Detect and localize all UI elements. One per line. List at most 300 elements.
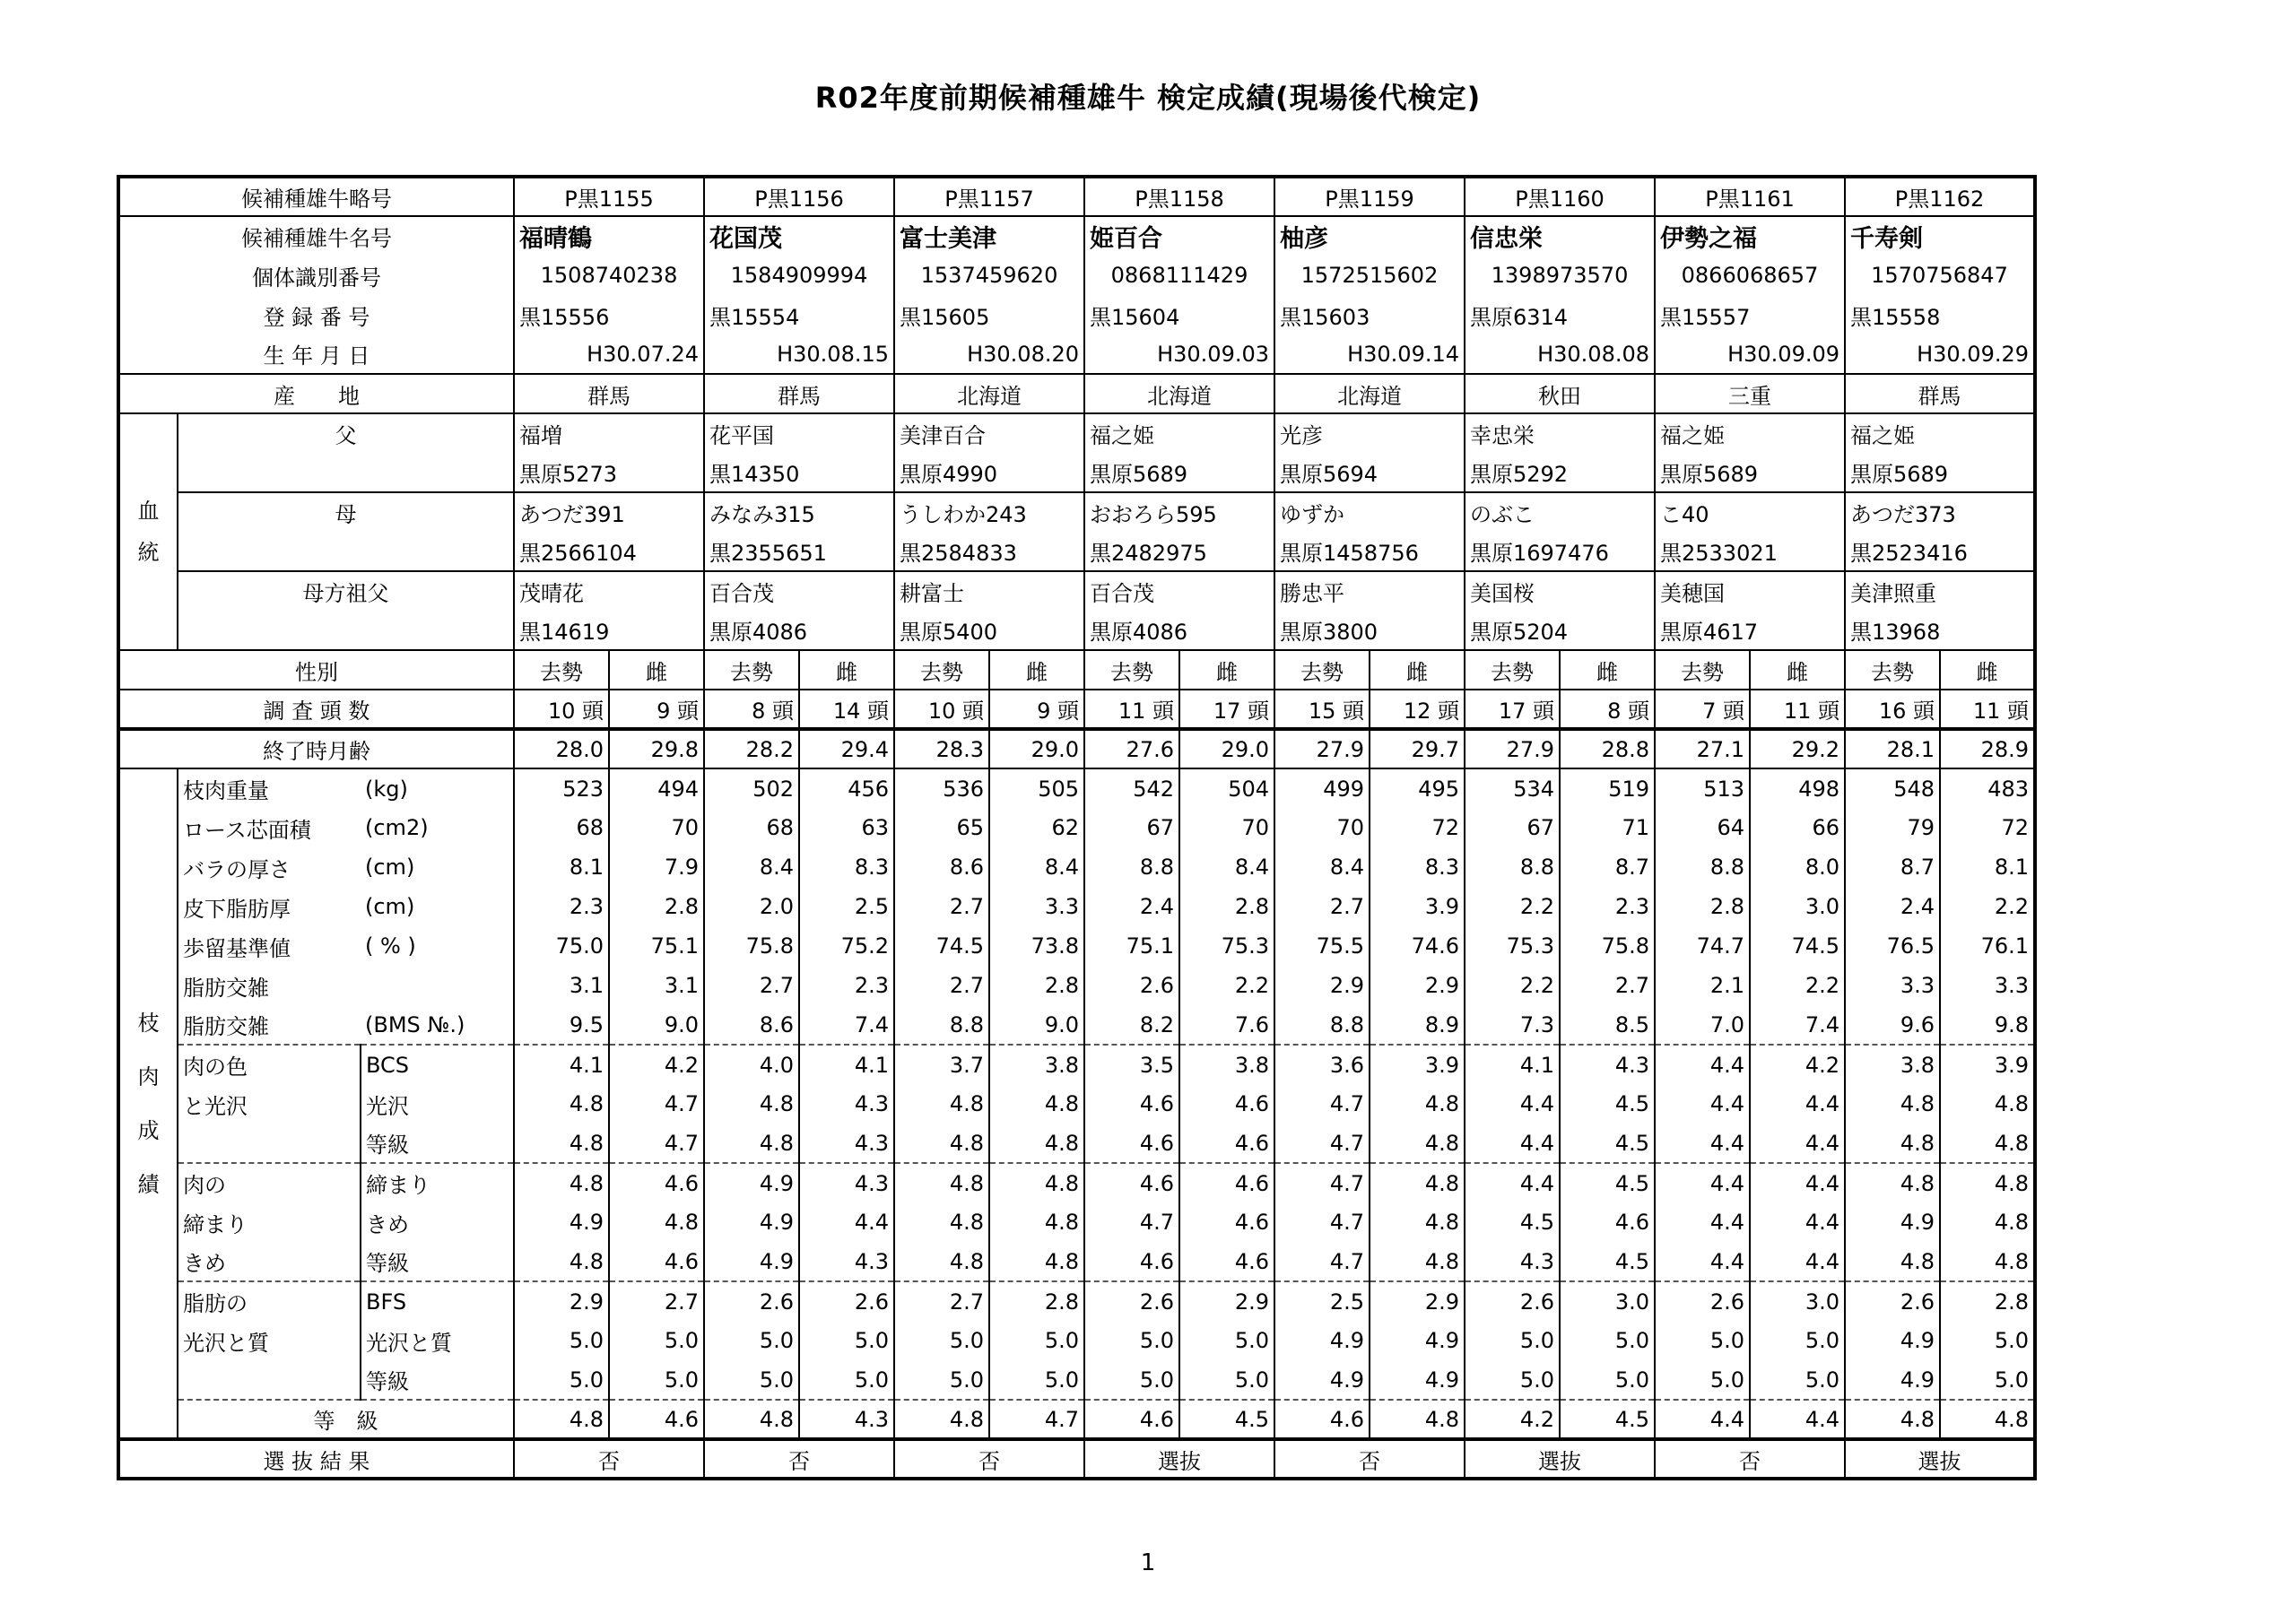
bull-code-cell: P黒1162 bbox=[1845, 177, 2035, 216]
bull-birth-cell: H30.08.08 bbox=[1465, 334, 1655, 374]
female-marb-cell: 2.9 bbox=[1370, 966, 1465, 1005]
castrated-luster-cell: 4.6 bbox=[1084, 1084, 1179, 1124]
castrated-yield-cell: 75.0 bbox=[514, 926, 609, 966]
label-name: 候補種雄牛名号 bbox=[118, 216, 514, 256]
bull-father-cell: 光彦 bbox=[1274, 413, 1465, 453]
castrated-rib-cell: 8.8 bbox=[1655, 847, 1750, 887]
label-blank bbox=[178, 1124, 361, 1163]
bull-grandsire_reg-cell: 黒原4617 bbox=[1655, 611, 1845, 650]
female-yield-cell: 73.8 bbox=[989, 926, 1084, 966]
castrated-bfs-cell: 2.6 bbox=[1845, 1281, 1940, 1321]
castrated-bcs-cell: 4.0 bbox=[704, 1045, 799, 1084]
female-bcs-cell: 4.3 bbox=[1560, 1045, 1655, 1084]
bull-grandsire_reg-cell: 黒原5400 bbox=[894, 611, 1084, 650]
castrated-heads-cell: 16 頭 bbox=[1845, 690, 1940, 729]
female-age-cell: 29.2 bbox=[1750, 729, 1845, 768]
bull-code-cell: P黒1160 bbox=[1465, 177, 1655, 216]
castrated-label: 去勢 bbox=[514, 650, 609, 690]
castrated-bcs-cell: 4.1 bbox=[514, 1045, 609, 1084]
table-row bbox=[118, 926, 2035, 966]
female-marb-cell: 2.7 bbox=[1560, 966, 1655, 1005]
female-label: 雌 bbox=[1750, 650, 1845, 690]
table-row bbox=[118, 1439, 2035, 1479]
castrated-ribeye-cell: 67 bbox=[1084, 808, 1179, 847]
female-heads-cell: 14 頭 bbox=[799, 690, 894, 729]
female-texture-cell: 4.6 bbox=[1179, 1202, 1274, 1242]
female-luster-cell: 4.7 bbox=[609, 1084, 704, 1124]
unit-rib_eye: (cm2) bbox=[361, 808, 514, 847]
label-luster: 光沢 bbox=[361, 1084, 514, 1124]
bull-id-cell: 0866068657 bbox=[1655, 256, 1845, 295]
castrated-rib-cell: 8.1 bbox=[514, 847, 609, 887]
bull-name-cell: 柚彦 bbox=[1274, 216, 1465, 256]
female-fat_luster-cell: 5.0 bbox=[1940, 1321, 2035, 1360]
castrated-subfat-cell: 2.7 bbox=[894, 887, 989, 926]
bull-reg-cell: 黒15603 bbox=[1274, 295, 1465, 334]
female-bcs-cell: 3.8 bbox=[989, 1045, 1084, 1084]
bull-father-cell: 幸忠栄 bbox=[1465, 413, 1655, 453]
castrated-bms-cell: 8.6 bbox=[704, 1005, 799, 1045]
castrated-fat_luster-cell: 5.0 bbox=[1655, 1321, 1750, 1360]
castrated-luster-cell: 4.4 bbox=[1465, 1084, 1560, 1124]
castrated-bms-cell: 7.3 bbox=[1465, 1005, 1560, 1045]
female-ribeye-cell: 72 bbox=[1370, 808, 1465, 847]
castrated-marb-cell: 2.6 bbox=[1084, 966, 1179, 1005]
castrated-firm-cell: 4.8 bbox=[894, 1163, 989, 1202]
female-firm-cell: 4.8 bbox=[1940, 1163, 2035, 1202]
castrated-age-cell: 27.9 bbox=[1465, 729, 1560, 768]
castrated-bms-cell: 8.8 bbox=[894, 1005, 989, 1045]
female-overall-cell: 4.5 bbox=[1560, 1400, 1655, 1439]
castrated-label: 去勢 bbox=[1274, 650, 1370, 690]
evaluation-table bbox=[117, 175, 2037, 1480]
castrated-heads-cell: 11 頭 bbox=[1084, 690, 1179, 729]
table-row bbox=[118, 1045, 2035, 1084]
bull-grandsire_reg-cell: 黒原5204 bbox=[1465, 611, 1655, 650]
castrated-bms-cell: 8.8 bbox=[1274, 1005, 1370, 1045]
label-firmness_1: 肉の bbox=[178, 1163, 361, 1202]
female-luster-cell: 4.3 bbox=[799, 1084, 894, 1124]
castrated-texture-cell: 4.7 bbox=[1084, 1202, 1179, 1242]
castrated-overall-cell: 4.8 bbox=[894, 1400, 989, 1439]
label-overall-grade: 等 級 bbox=[178, 1400, 514, 1439]
female-color_grade-cell: 4.8 bbox=[989, 1124, 1084, 1163]
castrated-bms-cell: 7.0 bbox=[1655, 1005, 1750, 1045]
table-row bbox=[118, 1400, 2035, 1439]
castrated-fat_grade-cell: 5.0 bbox=[704, 1360, 799, 1400]
castrated-rib-cell: 8.4 bbox=[704, 847, 799, 887]
female-yield-cell: 75.8 bbox=[1560, 926, 1655, 966]
bull-id-cell: 1572515602 bbox=[1274, 256, 1465, 295]
label-selection: 選 抜 結 果 bbox=[118, 1439, 514, 1479]
female-fat_luster-cell: 5.0 bbox=[799, 1321, 894, 1360]
bull-origin-cell: 群馬 bbox=[1845, 374, 2035, 413]
castrated-ribeye-cell: 79 bbox=[1845, 808, 1940, 847]
female-texture-cell: 4.8 bbox=[989, 1202, 1084, 1242]
female-luster-cell: 4.8 bbox=[1940, 1084, 2035, 1124]
female-yield-cell: 75.2 bbox=[799, 926, 894, 966]
castrated-rib-cell: 8.8 bbox=[1465, 847, 1560, 887]
bull-name-cell: 千寿剣 bbox=[1845, 216, 2035, 256]
bull-code-cell: P黒1161 bbox=[1655, 177, 1845, 216]
castrated-subfat-cell: 2.0 bbox=[704, 887, 799, 926]
label-grade: 等級 bbox=[361, 1360, 514, 1400]
table-row bbox=[118, 492, 2035, 532]
female-label: 雌 bbox=[799, 650, 894, 690]
table-row bbox=[118, 256, 2035, 295]
castrated-age-cell: 27.6 bbox=[1084, 729, 1179, 768]
castrated-firm_grade-cell: 4.8 bbox=[514, 1242, 609, 1281]
bull-birth-cell: H30.09.29 bbox=[1845, 334, 2035, 374]
castrated-firm_grade-cell: 4.6 bbox=[1084, 1242, 1179, 1281]
page-number: 1 bbox=[1140, 1549, 1156, 1576]
bull-father-cell: 花平国 bbox=[704, 413, 894, 453]
label-carcass_weight: 枝肉重量 bbox=[178, 768, 361, 808]
female-rib-cell: 8.4 bbox=[1179, 847, 1274, 887]
female-overall-cell: 4.5 bbox=[1179, 1400, 1274, 1439]
castrated-heads-cell: 8 頭 bbox=[704, 690, 799, 729]
castrated-fat_grade-cell: 4.9 bbox=[1274, 1360, 1370, 1400]
castrated-age-cell: 28.1 bbox=[1845, 729, 1940, 768]
female-yield-cell: 74.6 bbox=[1370, 926, 1465, 966]
castrated-yield-cell: 75.8 bbox=[704, 926, 799, 966]
female-subfat-cell: 3.3 bbox=[989, 887, 1084, 926]
table-row bbox=[118, 216, 2035, 256]
castrated-fat_luster-cell: 5.0 bbox=[1084, 1321, 1179, 1360]
label-fat_2: 光沢と質 bbox=[178, 1321, 361, 1360]
castrated-firm_grade-cell: 4.7 bbox=[1274, 1242, 1370, 1281]
bull-father-cell: 福増 bbox=[514, 413, 704, 453]
female-texture-cell: 4.4 bbox=[1750, 1202, 1845, 1242]
female-texture-cell: 4.8 bbox=[609, 1202, 704, 1242]
castrated-luster-cell: 4.4 bbox=[1655, 1084, 1750, 1124]
castrated-label: 去勢 bbox=[1084, 650, 1179, 690]
female-marb-cell: 2.2 bbox=[1179, 966, 1274, 1005]
bull-mother-cell: のぶこ bbox=[1465, 492, 1655, 532]
table-row bbox=[118, 1360, 2035, 1400]
label-subcut_fat: 皮下脂肪厚 bbox=[183, 896, 291, 922]
female-firm-cell: 4.6 bbox=[609, 1163, 704, 1202]
female-label: 雌 bbox=[989, 650, 1084, 690]
unit-carcass_weight: (kg) bbox=[361, 768, 514, 808]
label-end-age: 終了時月齢 bbox=[118, 729, 514, 768]
female-firm_grade-cell: 4.3 bbox=[799, 1242, 894, 1281]
castrated-marb-cell: 2.7 bbox=[704, 966, 799, 1005]
female-bfs-cell: 2.7 bbox=[609, 1281, 704, 1321]
female-bfs-cell: 3.0 bbox=[1750, 1281, 1845, 1321]
female-subfat-cell: 3.0 bbox=[1750, 887, 1845, 926]
female-ribeye-cell: 66 bbox=[1750, 808, 1845, 847]
castrated-texture-cell: 4.9 bbox=[1845, 1202, 1940, 1242]
table-row bbox=[118, 650, 2035, 690]
bull-father-cell: 福之姫 bbox=[1084, 413, 1274, 453]
female-subfat-cell: 2.8 bbox=[1179, 887, 1274, 926]
female-heads-cell: 11 頭 bbox=[1940, 690, 2035, 729]
castrated-heads-cell: 17 頭 bbox=[1465, 690, 1560, 729]
table-row bbox=[118, 1202, 2035, 1242]
label-mother: 母 bbox=[178, 492, 514, 571]
castrated-yield-cell: 75.5 bbox=[1274, 926, 1370, 966]
label-carcass: 枝 肉 成 績 bbox=[118, 768, 178, 1439]
table-row bbox=[118, 1084, 2035, 1124]
castrated-overall-cell: 4.8 bbox=[704, 1400, 799, 1439]
castrated-fat_grade-cell: 5.0 bbox=[894, 1360, 989, 1400]
castrated-rib-cell: 8.8 bbox=[1084, 847, 1179, 887]
female-texture-cell: 4.6 bbox=[1560, 1202, 1655, 1242]
female-heads-cell: 9 頭 bbox=[609, 690, 704, 729]
castrated-firm-cell: 4.7 bbox=[1274, 1163, 1370, 1202]
bull-father_reg-cell: 黒14350 bbox=[704, 453, 894, 492]
label-firmness_2: 締まり bbox=[178, 1202, 361, 1242]
female-color_grade-cell: 4.3 bbox=[799, 1124, 894, 1163]
castrated-age-cell: 28.2 bbox=[704, 729, 799, 768]
castrated-texture-cell: 4.5 bbox=[1465, 1202, 1560, 1242]
female-firm-cell: 4.8 bbox=[989, 1163, 1084, 1202]
table-row bbox=[118, 887, 2035, 926]
female-bms-cell: 9.0 bbox=[989, 1005, 1084, 1045]
table-row bbox=[118, 1163, 2035, 1202]
female-luster-cell: 4.4 bbox=[1750, 1084, 1845, 1124]
bull-origin-cell: 群馬 bbox=[514, 374, 704, 413]
castrated-fat_luster-cell: 5.0 bbox=[894, 1321, 989, 1360]
bull-father_reg-cell: 黒原5689 bbox=[1084, 453, 1274, 492]
female-weight-cell: 498 bbox=[1750, 768, 1845, 808]
bull-origin-cell: 北海道 bbox=[1084, 374, 1274, 413]
female-ribeye-cell: 70 bbox=[609, 808, 704, 847]
bull-mother-cell: あつだ373 bbox=[1845, 492, 2035, 532]
bull-birth-cell: H30.09.03 bbox=[1084, 334, 1274, 374]
female-bfs-cell: 2.9 bbox=[1179, 1281, 1274, 1321]
female-bcs-cell: 3.8 bbox=[1179, 1045, 1274, 1084]
female-firm-cell: 4.3 bbox=[799, 1163, 894, 1202]
castrated-fat_luster-cell: 5.0 bbox=[704, 1321, 799, 1360]
unit-marbling bbox=[361, 966, 514, 1005]
bull-id-cell: 0868111429 bbox=[1084, 256, 1274, 295]
castrated-subfat-cell: 2.8 bbox=[1655, 887, 1750, 926]
castrated-weight-cell: 548 bbox=[1845, 768, 1940, 808]
castrated-overall-cell: 4.6 bbox=[1084, 1400, 1179, 1439]
bull-mother_reg-cell: 黒原1697476 bbox=[1465, 532, 1655, 571]
female-label: 雌 bbox=[1179, 650, 1274, 690]
bull-id-cell: 1584909994 bbox=[704, 256, 894, 295]
bull-grandsire_reg-cell: 黒原4086 bbox=[704, 611, 894, 650]
castrated-weight-cell: 536 bbox=[894, 768, 989, 808]
castrated-color_grade-cell: 4.4 bbox=[1655, 1124, 1750, 1163]
bull-origin-cell: 北海道 bbox=[1274, 374, 1465, 413]
bull-birth-cell: H30.09.09 bbox=[1655, 334, 1845, 374]
female-firm_grade-cell: 4.8 bbox=[1370, 1242, 1465, 1281]
castrated-fat_luster-cell: 5.0 bbox=[514, 1321, 609, 1360]
castrated-heads-cell: 10 頭 bbox=[514, 690, 609, 729]
label-birth: 生 年 月 日 bbox=[118, 334, 514, 374]
female-weight-cell: 456 bbox=[799, 768, 894, 808]
female-yield-cell: 76.1 bbox=[1940, 926, 2035, 966]
castrated-age-cell: 27.1 bbox=[1655, 729, 1750, 768]
female-fat_luster-cell: 5.0 bbox=[1179, 1321, 1274, 1360]
bull-grandsire-cell: 美国桜 bbox=[1465, 571, 1655, 611]
bull-grandsire_reg-cell: 黒14619 bbox=[514, 611, 704, 650]
castrated-marb-cell: 2.7 bbox=[894, 966, 989, 1005]
bull-reg-cell: 黒15554 bbox=[704, 295, 894, 334]
female-weight-cell: 483 bbox=[1940, 768, 2035, 808]
female-label: 雌 bbox=[1560, 650, 1655, 690]
castrated-firm_grade-cell: 4.9 bbox=[704, 1242, 799, 1281]
female-marb-cell: 2.8 bbox=[989, 966, 1084, 1005]
castrated-fat_luster-cell: 5.0 bbox=[1465, 1321, 1560, 1360]
female-overall-cell: 4.8 bbox=[1370, 1400, 1465, 1439]
female-yield-cell: 75.1 bbox=[609, 926, 704, 966]
bull-result-cell: 選抜 bbox=[1845, 1439, 2035, 1479]
female-color_grade-cell: 4.6 bbox=[1179, 1124, 1274, 1163]
castrated-age-cell: 27.9 bbox=[1274, 729, 1370, 768]
bull-father_reg-cell: 黒原5694 bbox=[1274, 453, 1465, 492]
label-blank bbox=[178, 1360, 361, 1400]
castrated-marb-cell: 2.1 bbox=[1655, 966, 1750, 1005]
female-bfs-cell: 2.6 bbox=[799, 1281, 894, 1321]
table-row bbox=[118, 334, 2035, 374]
bull-grandsire-cell: 美津照重 bbox=[1845, 571, 2035, 611]
castrated-heads-cell: 15 頭 bbox=[1274, 690, 1370, 729]
female-bcs-cell: 4.1 bbox=[799, 1045, 894, 1084]
castrated-subfat-cell: 2.7 bbox=[1274, 887, 1370, 926]
female-bcs-cell: 3.9 bbox=[1370, 1045, 1465, 1084]
bull-mother_reg-cell: 黒2533021 bbox=[1655, 532, 1845, 571]
bull-father_reg-cell: 黒原5689 bbox=[1845, 453, 2035, 492]
bull-result-cell: 選抜 bbox=[1465, 1439, 1655, 1479]
female-luster-cell: 4.5 bbox=[1560, 1084, 1655, 1124]
female-rib-cell: 8.4 bbox=[989, 847, 1084, 887]
table-row bbox=[118, 1281, 2035, 1321]
castrated-texture-cell: 4.7 bbox=[1274, 1202, 1370, 1242]
female-bcs-cell: 4.2 bbox=[1750, 1045, 1845, 1084]
bull-father-cell: 美津百合 bbox=[894, 413, 1084, 453]
female-fat_luster-cell: 5.0 bbox=[1750, 1321, 1845, 1360]
castrated-bms-cell: 9.6 bbox=[1845, 1005, 1940, 1045]
female-weight-cell: 505 bbox=[989, 768, 1084, 808]
female-weight-cell: 504 bbox=[1179, 768, 1274, 808]
label-pedigree: 血 統 bbox=[118, 413, 178, 650]
castrated-firm-cell: 4.4 bbox=[1655, 1163, 1750, 1202]
castrated-age-cell: 28.3 bbox=[894, 729, 989, 768]
bull-reg-cell: 黒15557 bbox=[1655, 295, 1845, 334]
table-row bbox=[118, 1124, 2035, 1163]
female-overall-cell: 4.3 bbox=[799, 1400, 894, 1439]
castrated-bfs-cell: 2.7 bbox=[894, 1281, 989, 1321]
castrated-subfat-cell: 2.2 bbox=[1465, 887, 1560, 926]
female-firm_grade-cell: 4.6 bbox=[1179, 1242, 1274, 1281]
label-grade: 等級 bbox=[361, 1242, 514, 1281]
castrated-color_grade-cell: 4.8 bbox=[1845, 1124, 1940, 1163]
label-bcs: BCS bbox=[361, 1045, 514, 1084]
castrated-bfs-cell: 2.6 bbox=[704, 1281, 799, 1321]
castrated-firm-cell: 4.8 bbox=[514, 1163, 609, 1202]
label-grade: 等級 bbox=[361, 1124, 514, 1163]
castrated-firm_grade-cell: 4.3 bbox=[1465, 1242, 1560, 1281]
female-firm_grade-cell: 4.6 bbox=[609, 1242, 704, 1281]
castrated-color_grade-cell: 4.6 bbox=[1084, 1124, 1179, 1163]
bull-result-cell: 否 bbox=[514, 1439, 704, 1479]
female-bms-cell: 9.0 bbox=[609, 1005, 704, 1045]
bull-result-cell: 否 bbox=[1274, 1439, 1465, 1479]
bull-birth-cell: H30.08.15 bbox=[704, 334, 894, 374]
table-row bbox=[118, 768, 2035, 808]
female-bfs-cell: 3.0 bbox=[1560, 1281, 1655, 1321]
castrated-bcs-cell: 3.6 bbox=[1274, 1045, 1370, 1084]
castrated-color_grade-cell: 4.4 bbox=[1465, 1124, 1560, 1163]
female-overall-cell: 4.8 bbox=[1940, 1400, 2035, 1439]
castrated-overall-cell: 4.8 bbox=[1845, 1400, 1940, 1439]
female-fat_luster-cell: 5.0 bbox=[1560, 1321, 1655, 1360]
castrated-yield-cell: 76.5 bbox=[1845, 926, 1940, 966]
label-id: 個体識別番号 bbox=[118, 256, 514, 295]
label-origin: 産 地 bbox=[118, 374, 514, 413]
female-marb-cell: 3.1 bbox=[609, 966, 704, 1005]
castrated-bfs-cell: 2.6 bbox=[1084, 1281, 1179, 1321]
label-reg: 登 録 番 号 bbox=[118, 295, 514, 334]
female-texture-cell: 4.8 bbox=[1370, 1202, 1465, 1242]
female-ribeye-cell: 70 bbox=[1179, 808, 1274, 847]
castrated-marb-cell: 2.2 bbox=[1465, 966, 1560, 1005]
female-age-cell: 29.8 bbox=[609, 729, 704, 768]
castrated-heads-cell: 10 頭 bbox=[894, 690, 989, 729]
bull-grandsire-cell: 美穂国 bbox=[1655, 571, 1845, 611]
bull-origin-cell: 秋田 bbox=[1465, 374, 1655, 413]
female-marb-cell: 2.3 bbox=[799, 966, 894, 1005]
bull-grandsire-cell: 百合茂 bbox=[704, 571, 894, 611]
female-heads-cell: 8 頭 bbox=[1560, 690, 1655, 729]
bull-mother_reg-cell: 黒2355651 bbox=[704, 532, 894, 571]
label-grandsire: 母方祖父 bbox=[178, 571, 514, 650]
female-yield-cell: 75.3 bbox=[1179, 926, 1274, 966]
label-heads: 調 査 頭 数 bbox=[118, 690, 514, 729]
label-bfs: BFS bbox=[361, 1281, 514, 1321]
female-yield-cell: 74.5 bbox=[1750, 926, 1845, 966]
table-row bbox=[118, 1321, 2035, 1360]
bull-mother-cell: こ40 bbox=[1655, 492, 1845, 532]
bull-father_reg-cell: 黒原5689 bbox=[1655, 453, 1845, 492]
bull-result-cell: 選抜 bbox=[1084, 1439, 1274, 1479]
female-age-cell: 29.0 bbox=[989, 729, 1084, 768]
bull-mother-cell: ゆずか bbox=[1274, 492, 1465, 532]
female-ribeye-cell: 71 bbox=[1560, 808, 1655, 847]
female-label: 雌 bbox=[1940, 650, 2035, 690]
castrated-texture-cell: 4.9 bbox=[514, 1202, 609, 1242]
castrated-luster-cell: 4.7 bbox=[1274, 1084, 1370, 1124]
castrated-texture-cell: 4.4 bbox=[1655, 1202, 1750, 1242]
bull-grandsire-cell: 茂晴花 bbox=[514, 571, 704, 611]
female-subfat-cell: 2.5 bbox=[799, 887, 894, 926]
table-row bbox=[118, 1005, 2035, 1045]
castrated-bms-cell: 8.2 bbox=[1084, 1005, 1179, 1045]
bull-result-cell: 否 bbox=[1655, 1439, 1845, 1479]
bull-id-cell: 1537459620 bbox=[894, 256, 1084, 295]
castrated-subfat-cell: 2.3 bbox=[514, 887, 609, 926]
label-rib_thickness: バラの厚さ bbox=[183, 856, 291, 882]
female-firm-cell: 4.8 bbox=[1370, 1163, 1465, 1202]
female-bcs-cell: 4.2 bbox=[609, 1045, 704, 1084]
castrated-color_grade-cell: 4.8 bbox=[894, 1124, 989, 1163]
castrated-marb-cell: 3.1 bbox=[514, 966, 609, 1005]
bull-mother_reg-cell: 黒2584833 bbox=[894, 532, 1084, 571]
castrated-yield-cell: 74.5 bbox=[894, 926, 989, 966]
castrated-label: 去勢 bbox=[1465, 650, 1560, 690]
castrated-label: 去勢 bbox=[704, 650, 799, 690]
castrated-bms-cell: 9.5 bbox=[514, 1005, 609, 1045]
female-bms-cell: 7.6 bbox=[1179, 1005, 1274, 1045]
bull-code-cell: P黒1155 bbox=[514, 177, 704, 216]
female-heads-cell: 17 頭 bbox=[1179, 690, 1274, 729]
castrated-firm-cell: 4.4 bbox=[1465, 1163, 1560, 1202]
